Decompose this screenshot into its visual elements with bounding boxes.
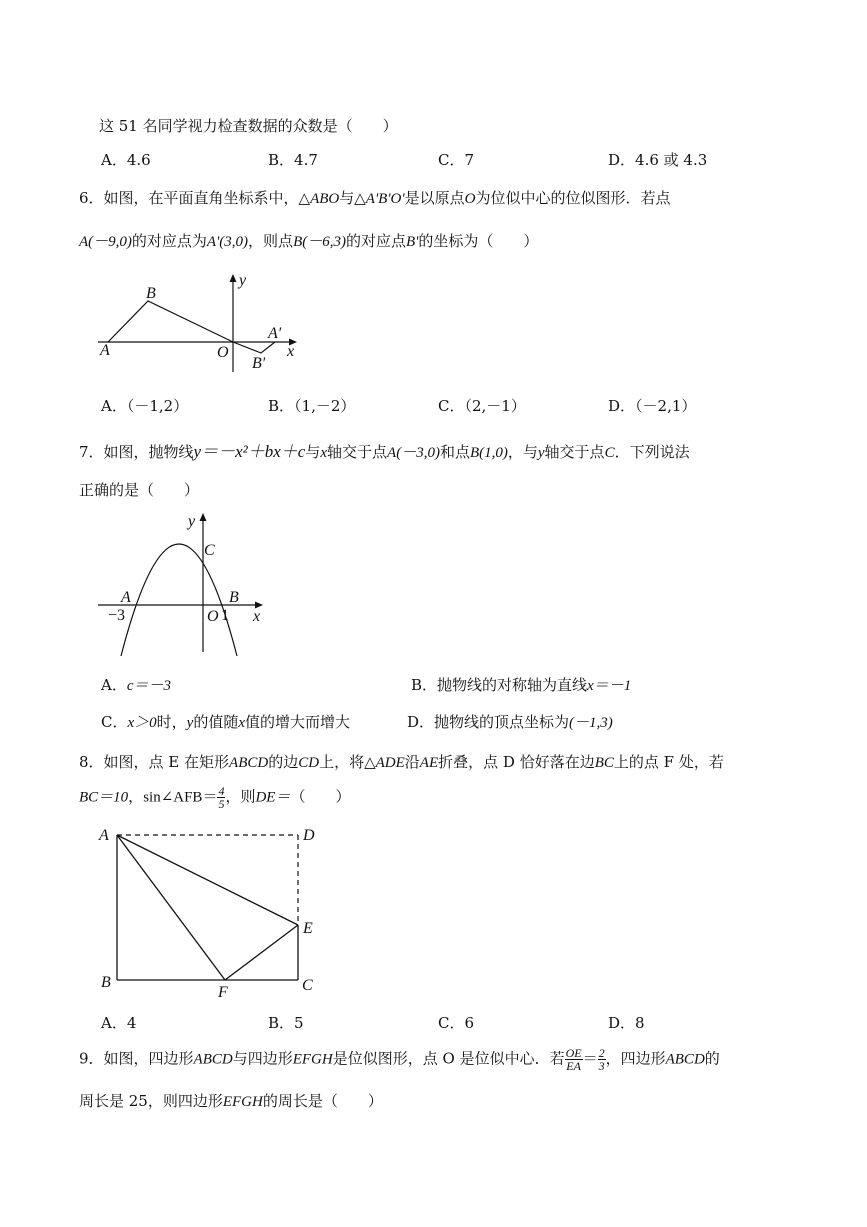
q7-option-b: B．抛物线的对称轴为直线x＝－1 (411, 676, 632, 694)
q8-stem-line2: BC＝10，sin∠AFB＝ $\frac{4}{5}$ ，则DE＝（ ） (79, 784, 351, 811)
q6-label-x: x (287, 343, 295, 360)
q8-line-ae (117, 835, 298, 925)
q7-label-a: A (121, 589, 131, 606)
q8-figure (95, 820, 325, 1000)
q6-stem-line1: 6．如图，在平面直角坐标系中，△ABO与△A'B'O'是以原点O为位似中心的位似图形．若点 (79, 189, 671, 207)
q5-option-b: B．4.7 (268, 151, 318, 169)
q8-line-af (117, 835, 225, 980)
q6-stem-line2: A(－9,0)的对应点为A'(3,0)，则点B(－6,3)的对应点B'的坐标为（ ） (79, 232, 539, 250)
q6-figure (90, 268, 320, 378)
q5-option-c: C．7 (438, 151, 475, 169)
q5-option-d: D．4.6 或 4.3 (608, 151, 708, 169)
q6-label-b: B (146, 285, 156, 302)
q6-option-d: D．（－2,1） (608, 397, 697, 415)
q6-option-a: A．（－1,2） (101, 397, 189, 415)
q9-stem-line2: 周长是 25，则四边形EFGH的周长是（ ） (79, 1092, 383, 1110)
q7-label-c: C (204, 542, 215, 559)
q8-sin-fraction: $\frac{4}{5}$ (218, 784, 225, 811)
q6-label-y: y (239, 272, 247, 289)
q5-stem: 这 51 名同学视力检查数据的众数是（ ） (99, 117, 398, 135)
q8-option-b: B．5 (268, 1014, 304, 1032)
q6-option-c: C．（2,－1） (438, 397, 526, 415)
q7-label-o: O (207, 608, 219, 625)
q9-ratio-fraction: $\frac{OE}{EA}$ (565, 1046, 582, 1073)
q7-parabola (121, 544, 237, 656)
q7-label-b: B (229, 589, 239, 606)
q6-triangle-a1b1o1 (233, 342, 275, 353)
q7-stem-line2: 正确的是（ ） (79, 481, 200, 499)
q6-label-o: O (217, 344, 229, 361)
q6-label-b1: B′ (252, 355, 266, 372)
q5-option-a: A．4.6 (101, 151, 151, 169)
q8-label-a: A (99, 827, 109, 844)
q6-triangle-abo (108, 301, 233, 342)
q7-label-one: 1 (221, 607, 229, 624)
q7-figure (90, 510, 275, 658)
q8-label-c: C (302, 977, 313, 994)
q8-label-b: B (101, 974, 111, 991)
q7-label-x: x (253, 608, 261, 625)
q6-y-arrow (230, 274, 237, 282)
q6-option-b: B．（1,－2） (268, 397, 356, 415)
q7-option-d: D．抛物线的顶点坐标为(－1,3) (407, 713, 613, 731)
q8-option-d: D．8 (608, 1014, 645, 1032)
q6-label-a1: A′ (268, 325, 282, 342)
q9-value-fraction: $\frac{2}{3}$ (598, 1046, 605, 1073)
q8-label-e: E (303, 920, 313, 937)
q7-label-y: y (188, 513, 196, 530)
q7-option-c: C．x＞0时，y的值随x值的增大而增大 (101, 713, 351, 731)
q8-label-d: D (303, 827, 315, 844)
q7-stem-line1: 7．如图，抛物线y＝－x²＋bx＋c与x轴交于点A(－3,0)和点B(1,0)，与y轴交于点C．下列说法 (79, 442, 690, 461)
q7-y-arrow (200, 513, 207, 521)
q8-option-c: C．6 (438, 1014, 475, 1032)
q8-option-a: A．4 (101, 1014, 137, 1032)
q9-stem-line1: 9．如图，四边形ABCD与四边形EFGH是位似图形，点 O 是位似中心．若 $\frac{OE}{EA}$ ＝ $\frac{2}{3}$ ，四边形ABCD的 (79, 1046, 720, 1073)
q7-option-a: A．c＝－3 (101, 676, 172, 694)
q8-label-f: F (218, 984, 228, 1000)
q8-stem-line1: 8．如图，点 E 在矩形ABCD的边CD上，将△ADE沿AE折叠，点 D 恰好落在边BC上的点 F 处，若 (79, 753, 724, 771)
q7-label-minus3: −3 (108, 607, 126, 624)
q8-line-fe (225, 925, 298, 980)
q6-label-a: A (100, 342, 110, 359)
